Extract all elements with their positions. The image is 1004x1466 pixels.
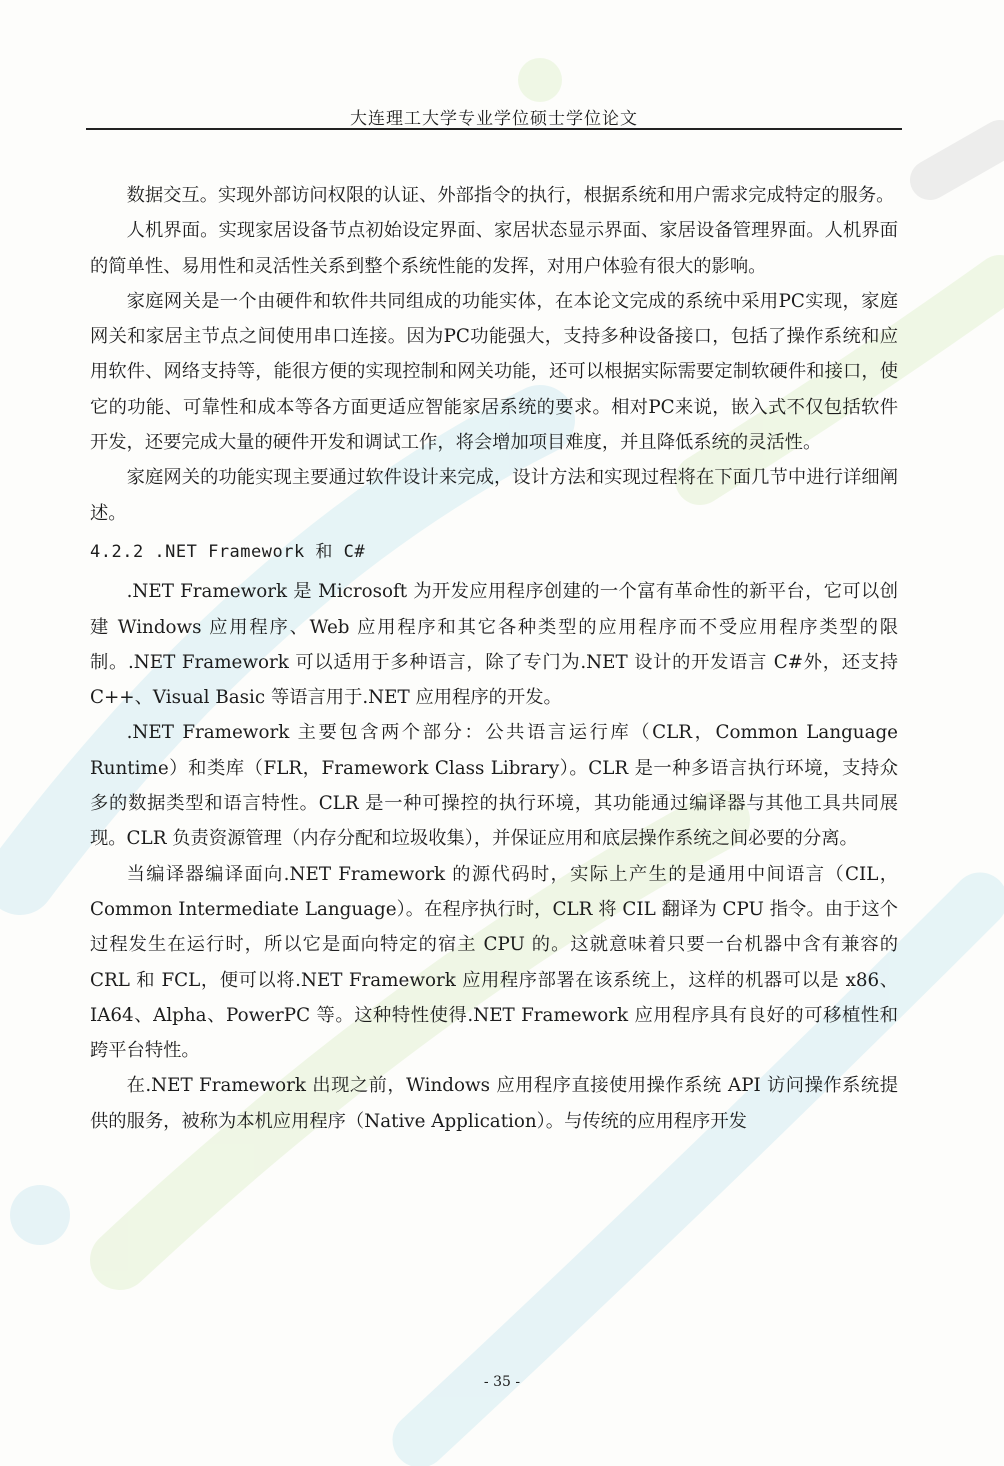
page-body [90,178,898,1139]
paragraph-hmi: 人机界面。实现家居设备节点初始设定界面、家居状态显示界面、家居设备管理界面。人机界面的简单性、易用性和灵活性关系到整个系统性能的发挥，对用户体验有很大的影响。 [90,220,898,277]
paragraph-data-interaction: 数据交互。实现外部访问权限的认证、外部指令的执行，根据系统和用户需求完成特定的服务。 [126,185,895,206]
paragraph-native-application: 在.NET Framework 出现之前，Windows 应用程序直接使用操作系统 API 访问操作系统提供的服务，被称为本机应用程序（Native Application）。与传统的应用程序开发 [90,1075,898,1132]
paragraph-home-gateway: 家庭网关是一个由硬件和软件共同组成的功能实体，在本论文完成的系统中采用PC实现，家庭网关和家居主节点之间使用串口连接。因为PC功能强大，支持多种设备接口，包括了操作系统和应用软件、网络支持等，能很方便的实现控制和网关功能，还可以根据实际需要定制软硬件和接口，使它的功能、可靠性和成本等各方面更适应智能家居系统的要求。相对PC来说，嵌入式不仅包括软件开发，还要完成大量的硬件开发和调试工作，将会增加项目难度，并且降低系统的灵活性。 [90,290,898,454]
paragraph-cil: 当编译器编译面向.NET Framework 的源代码时，实际上产生的是通用中间语言（CIL，Common Intermediate Language）。在程序执行时，CLR 将 CIL 翻译为 CPU 指令。由于这个过程发生在运行时，所以它是面向特定的宿主 CPU 的。这就意味着只要一台机器中含有兼容的 CRL 和 FCL，便可以将.NET Framework 应用程序部署在该系统上，这样的机器可以是 x86、IA64、Alpha、PowerPC 等。这种特性使得.NET Framework 应用程序具有良好的可移植性和跨平台特性。 [90,863,898,1062]
section-heading: 4.2.2 .NET Framework 和 C# [90,541,366,562]
header-rule [86,128,902,130]
running-header: 大连理工大学专业学位硕士学位论文 [350,109,638,129]
page-number: - 35 - [483,1374,521,1390]
paragraph-net-framework-intro: .NET Framework 是 Microsoft 为开发应用程序创建的一个富有革命性的新平台，它可以创建 Windows 应用程序、Web 应用程序和其它各种类型的应用程序而不受应用程序类型的限制。.NET Framework 可以适用于多种语言，除了专门为.NET 设计的开发语言 C#外，还支持 C++、Visual Basic 等语言用于.NET 应用程序的开发。 [90,581,898,709]
paragraph-gateway-software: 家庭网关的功能实现主要通过软件设计来完成，设计方法和实现过程将在下面几节中进行详细阐述。 [90,467,898,524]
paragraph-clr-fcl: .NET Framework 主要包含两个部分：公共语言运行库（CLR，Common Language Runtime）和类库（FLR，Framework Class Library）。CLR 是一种多语言执行环境，支持众多的数据类型和语言特性。CLR 是一种可操控的执行环境，其功能通过编译器与其他工具共同展现。CLR 负责资源管理（内存分配和垃圾收集），并保证应用和底层操作系统之间必要的分离。 [90,722,898,850]
